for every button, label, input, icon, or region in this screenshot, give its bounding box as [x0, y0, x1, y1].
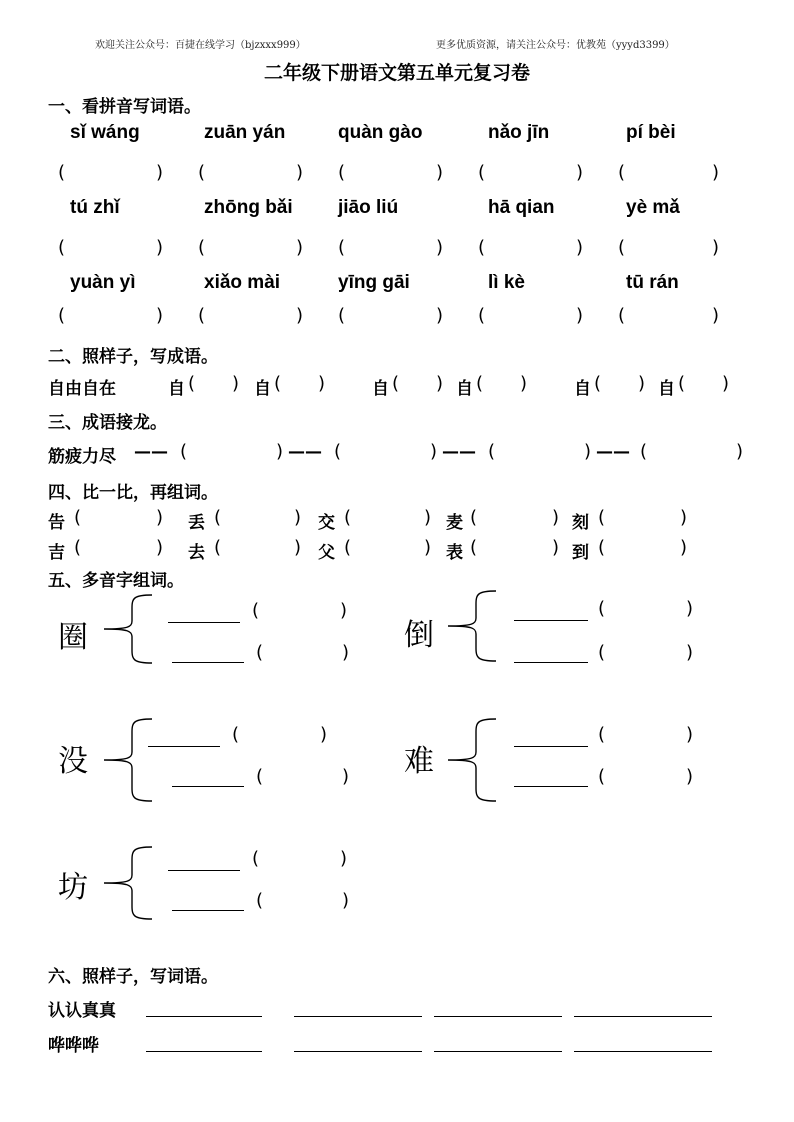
idiom-char: 自 — [456, 379, 473, 399]
answer-paren-close: ) — [342, 642, 350, 663]
answer-paren-open: ( — [478, 305, 486, 326]
answer-paren-open: ( — [476, 373, 484, 394]
answer-paren-close: ) — [296, 305, 304, 326]
answer-paren-open: ( — [598, 642, 606, 663]
answer-paren-open: ( — [214, 507, 222, 528]
answer-blank-line — [294, 1051, 422, 1052]
chain-dash: —— — [596, 442, 630, 462]
pinyin-word: jiāo liú — [338, 197, 399, 218]
pinyin-word: yè mǎ — [626, 197, 680, 218]
polyphone-char: 圈 — [58, 620, 88, 655]
answer-paren-open: ( — [198, 237, 206, 258]
answer-paren-open: ( — [640, 441, 648, 462]
answer-blank-line — [294, 1016, 422, 1017]
header-right-note: 更多优质资源，请关注公众号：优教苑（yyyd3399） — [436, 40, 675, 51]
section2-heading: 二、照样子，写成语。 — [48, 347, 218, 367]
answer-paren-close: ) — [294, 507, 302, 528]
answer-paren-open: ( — [58, 237, 66, 258]
answer-paren-open: ( — [198, 162, 206, 183]
answer-paren-open: ( — [252, 848, 260, 869]
answer-paren-close: ) — [712, 162, 720, 183]
pinyin-word: pí bèi — [626, 122, 676, 143]
idiom-chain-start: 筋疲力尽 — [48, 447, 116, 467]
answer-paren-close: ) — [576, 305, 584, 326]
chain-dash: —— — [442, 442, 476, 462]
answer-paren-close: ) — [576, 162, 584, 183]
pinyin-word: nǎo jīn — [488, 122, 550, 143]
answer-paren-open: ( — [74, 507, 82, 528]
answer-paren-open: ( — [392, 373, 400, 394]
answer-paren-close: ) — [424, 507, 432, 528]
pinyin-word: yuàn yì — [70, 272, 136, 293]
idiom-char: 自 — [254, 379, 271, 399]
answer-paren-open: ( — [598, 766, 606, 787]
answer-paren-close: ) — [686, 598, 694, 619]
answer-paren-close: ) — [552, 537, 560, 558]
answer-blank-line — [514, 746, 588, 747]
answer-blank-line — [434, 1016, 562, 1017]
pinyin-word: xiǎo mài — [204, 272, 281, 293]
answer-paren-close: ) — [296, 162, 304, 183]
compare-char: 麦 — [446, 513, 463, 533]
answer-paren-open: ( — [256, 890, 264, 911]
answer-paren-close: ) — [686, 766, 694, 787]
answer-paren-close: ) — [424, 537, 432, 558]
answer-paren-open: ( — [598, 507, 606, 528]
answer-paren-open: ( — [618, 162, 626, 183]
pinyin-word: yīng gāi — [338, 272, 410, 293]
compare-char: 到 — [572, 543, 589, 563]
answer-paren-open: ( — [598, 724, 606, 745]
answer-paren-open: ( — [334, 441, 342, 462]
answer-paren-open: ( — [478, 162, 486, 183]
answer-paren-close: ) — [318, 373, 326, 394]
answer-paren-close: ) — [712, 305, 720, 326]
pinyin-word: hā qian — [488, 197, 555, 218]
section6-heading: 六、照样子，写词语。 — [48, 967, 218, 987]
answer-paren-open: ( — [214, 537, 222, 558]
answer-blank-line — [146, 1051, 262, 1052]
answer-paren-close: ) — [156, 507, 164, 528]
brace-icon — [102, 718, 154, 802]
answer-paren-open: ( — [338, 162, 346, 183]
answer-paren-open: ( — [478, 237, 486, 258]
answer-blank-line — [172, 910, 244, 911]
answer-paren-open: ( — [598, 537, 606, 558]
chain-dash: —— — [134, 442, 168, 462]
polyphone-char: 难 — [404, 744, 434, 779]
answer-paren-open: ( — [198, 305, 206, 326]
header-left-note: 欢迎关注公众号：百捷在线学习（bjzxxx999） — [95, 40, 306, 51]
answer-paren-open: ( — [58, 162, 66, 183]
polyphone-char: 没 — [58, 744, 88, 779]
answer-blank-line — [574, 1016, 712, 1017]
answer-paren-close: ) — [156, 237, 164, 258]
answer-paren-open: ( — [338, 237, 346, 258]
pinyin-word: lì kè — [488, 272, 525, 293]
answer-paren-close: ) — [576, 237, 584, 258]
answer-paren-open: ( — [618, 237, 626, 258]
pinyin-word: sǐ wáng — [70, 122, 140, 143]
section1-heading: 一、看拼音写词语。 — [48, 97, 201, 117]
compare-char: 父 — [318, 543, 335, 563]
answer-paren-open: ( — [58, 305, 66, 326]
polyphone-char: 倒 — [404, 618, 434, 653]
answer-paren-close: ) — [156, 162, 164, 183]
answer-paren-open: ( — [188, 373, 196, 394]
answer-blank-line — [148, 746, 220, 747]
compare-char: 刻 — [572, 513, 589, 533]
compare-char: 去 — [188, 543, 205, 563]
answer-paren-close: ) — [340, 600, 348, 621]
compare-char: 吉 — [48, 543, 65, 563]
idiom-example: 自由自在 — [48, 379, 116, 399]
answer-blank-line — [172, 662, 244, 663]
answer-paren-open: ( — [594, 373, 602, 394]
pinyin-word: quàn gào — [338, 122, 423, 143]
brace-icon — [446, 590, 498, 662]
answer-paren-close: ) — [638, 373, 646, 394]
page-title: 二年级下册语文第五单元复习卷 — [263, 62, 530, 84]
idiom-char: 自 — [168, 379, 185, 399]
answer-blank-line — [574, 1051, 712, 1052]
idiom-char: 自 — [574, 379, 591, 399]
answer-paren-close: ) — [680, 507, 688, 528]
compare-char: 交 — [318, 513, 335, 533]
answer-paren-close: ) — [296, 237, 304, 258]
brace-icon — [102, 846, 154, 920]
answer-paren-close: ) — [436, 305, 444, 326]
pinyin-word: zhōng bǎi — [204, 197, 293, 218]
compare-char: 表 — [446, 543, 463, 563]
answer-paren-close: ) — [736, 441, 744, 462]
idiom-char: 自 — [658, 379, 675, 399]
answer-paren-open: ( — [344, 537, 352, 558]
answer-blank-line — [168, 870, 240, 871]
answer-blank-line — [514, 662, 588, 663]
answer-paren-close: ) — [276, 441, 284, 462]
answer-paren-close: ) — [436, 162, 444, 183]
answer-paren-close: ) — [686, 724, 694, 745]
brace-icon — [446, 718, 498, 802]
pinyin-word: zuān yán — [204, 122, 286, 143]
answer-paren-open: ( — [470, 507, 478, 528]
chain-dash: —— — [288, 442, 322, 462]
answer-paren-close: ) — [320, 724, 328, 745]
reduplication-example-2: 哗哗哗 — [48, 1036, 99, 1056]
answer-paren-close: ) — [342, 766, 350, 787]
answer-paren-close: ) — [340, 848, 348, 869]
answer-paren-open: ( — [618, 305, 626, 326]
answer-paren-open: ( — [338, 305, 346, 326]
answer-paren-open: ( — [252, 600, 260, 621]
pinyin-word: tú zhǐ — [70, 197, 120, 218]
answer-paren-open: ( — [74, 537, 82, 558]
answer-paren-close: ) — [680, 537, 688, 558]
answer-paren-open: ( — [344, 507, 352, 528]
answer-paren-open: ( — [678, 373, 686, 394]
answer-blank-line — [434, 1051, 562, 1052]
section5-heading: 五、多音字组词。 — [48, 571, 184, 591]
answer-paren-open: ( — [470, 537, 478, 558]
compare-char: 丢 — [188, 513, 205, 533]
idiom-char: 自 — [372, 379, 389, 399]
answer-blank-line — [168, 622, 240, 623]
compare-char: 告 — [48, 513, 65, 533]
answer-paren-close: ) — [156, 537, 164, 558]
pinyin-word: tū rán — [626, 272, 679, 293]
answer-paren-close: ) — [436, 373, 444, 394]
answer-paren-close: ) — [294, 537, 302, 558]
answer-paren-open: ( — [598, 598, 606, 619]
answer-paren-open: ( — [256, 766, 264, 787]
answer-paren-open: ( — [180, 441, 188, 462]
answer-paren-close: ) — [436, 237, 444, 258]
answer-paren-close: ) — [552, 507, 560, 528]
answer-paren-close: ) — [342, 890, 350, 911]
section3-heading: 三、成语接龙。 — [48, 413, 167, 433]
answer-paren-close: ) — [156, 305, 164, 326]
reduplication-example-1: 认认真真 — [48, 1001, 116, 1021]
answer-paren-open: ( — [488, 441, 496, 462]
answer-paren-close: ) — [722, 373, 730, 394]
answer-paren-close: ) — [430, 441, 438, 462]
answer-blank-line — [172, 786, 244, 787]
answer-paren-open: ( — [256, 642, 264, 663]
answer-blank-line — [514, 786, 588, 787]
answer-paren-open: ( — [232, 724, 240, 745]
answer-paren-close: ) — [520, 373, 528, 394]
brace-icon — [102, 594, 154, 664]
answer-blank-line — [514, 620, 588, 621]
answer-paren-close: ) — [584, 441, 592, 462]
answer-blank-line — [146, 1016, 262, 1017]
answer-paren-close: ) — [232, 373, 240, 394]
answer-paren-close: ) — [686, 642, 694, 663]
polyphone-char: 坊 — [58, 870, 88, 905]
answer-paren-close: ) — [712, 237, 720, 258]
answer-paren-open: ( — [274, 373, 282, 394]
section4-heading: 四、比一比，再组词。 — [48, 483, 218, 503]
